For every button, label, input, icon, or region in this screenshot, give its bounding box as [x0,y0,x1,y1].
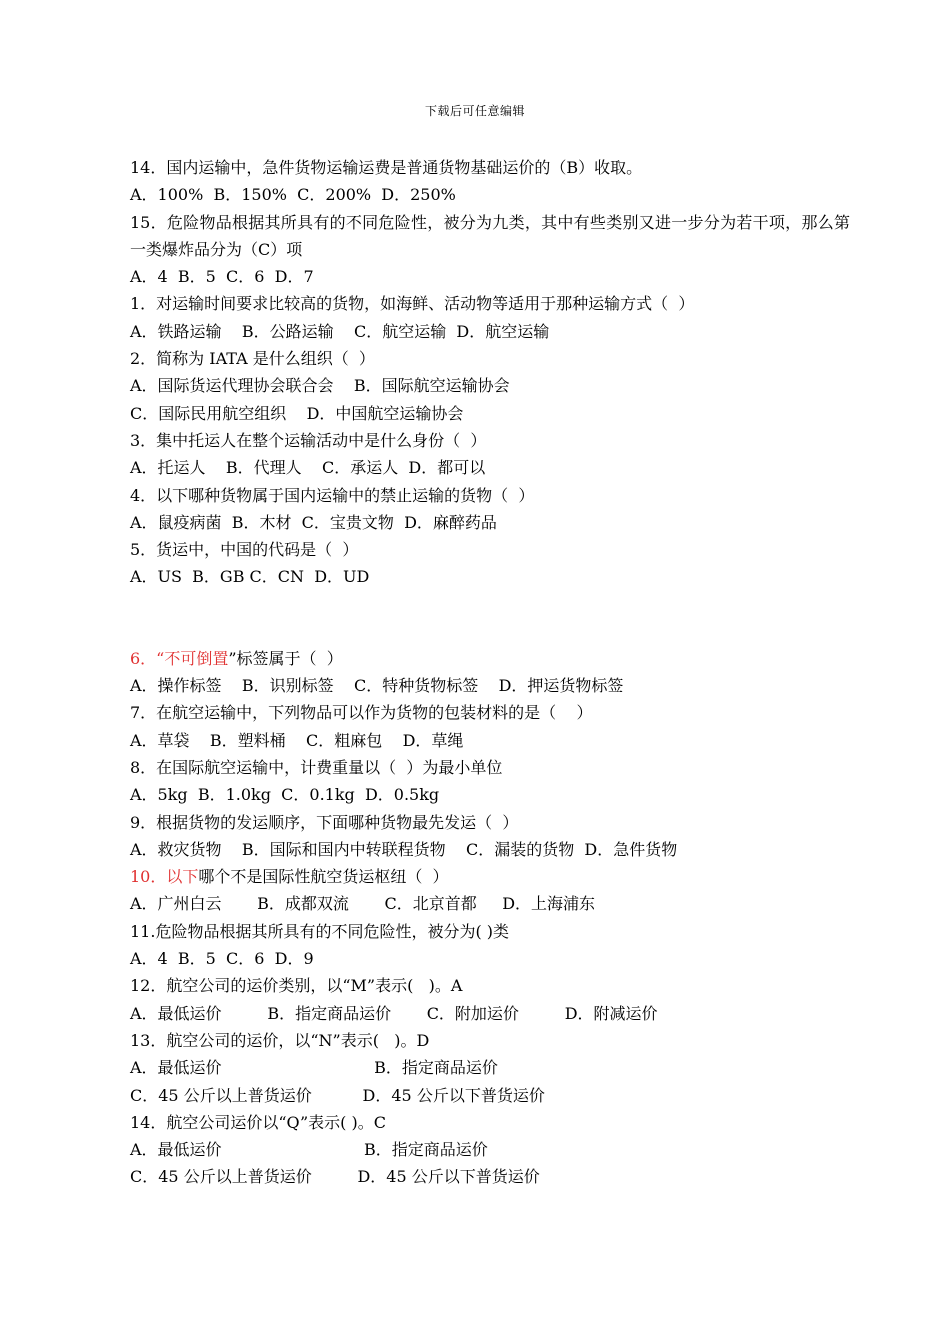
question-14-urgent-cargo: 14．国内运输中，急件货物运输运费是普通货物基础运价的（B）收取。 [130,158,643,177]
question-11-options: A．4 B．5 C．6 D．9 [130,949,314,969]
question-6-text: ”标签属于（ ） [228,648,343,668]
question-12: 12．航空公司的运价类别，以“M”表示( )。A [130,976,463,996]
question-6 [130,645,850,672]
question-4: 4．以下哪种货物属于国内运输中的禁止运输的货物（ ） [130,485,535,505]
question-2-options-cd: C．国际民用航空组织 D．中国航空运输协会 [130,403,464,423]
question-13-options-cd: C．45 公斤以上普货运价 D．45 公斤以下普货运价 [130,1085,545,1105]
question-5-options: A．US B．GB C．CN D．UD [130,567,370,587]
question-4-options: A．鼠疫病菌 B．木材 C．宝贵文物 D．麻醉药品 [130,512,497,532]
question-9: 9．根据货物的发运顺序，下面哪种货物最先发运（ ） [130,812,519,832]
question-14-q-rate: 14．航空公司运价以“Q”表示( )。C [130,1112,386,1132]
question-13: 13．航空公司的运价，以“N”表示( )。D [130,1030,430,1050]
page-header: 下载后可任意编辑 [424,104,525,118]
question-11: 11.危险物品根据其所具有的不同危险性，被分为( )类 [130,921,510,941]
question-13-options-ab: A．最低运价 B．指定商品运价 [130,1058,498,1078]
question-7-options: A．草袋 B．塑料桶 C．粗麻包 D．草绳 [130,730,464,750]
question-15-dangerous-goods: 15．危险物品根据其所具有的不同危险性，被分为九类，其中有些类别又进一步分为若干项，那么第一类爆炸品分为（C）项 [130,212,850,259]
question-7: 7．在航空运输中，下列物品可以作为货物的包装材料的是（ ） [130,703,593,723]
question-14-q-rate-options-cd: C．45 公斤以上普货运价 D．45 公斤以下普货运价 [130,1167,540,1187]
question-8-options: A．5kg B．1.0kg C．0.1kg D．0.5kg [130,785,440,805]
question-10 [130,863,850,890]
document-body [130,154,850,1191]
question-3-options: A．托运人 B．代理人 C．承运人 D．都可以 [130,458,486,478]
question-14-q-rate-options-ab: A．最低运价 B．指定商品运价 [130,1140,488,1160]
question-3: 3．集中托运人在整个运输活动中是什么身份（ ） [130,430,487,450]
question-8: 8．在国际航空运输中，计费重量以（ ）为最小单位 [130,757,503,777]
question-10-text: 哪个不是国际性航空货运枢纽（ ） [198,867,449,887]
question-1: 1．对运输时间要求比较高的货物，如海鲜、活动物等适用于那种运输方式（ ） [130,294,695,314]
question-14-options: A．100% B．150% C．200% D．250% [130,185,456,205]
question-12-options: A．最低运价 B．指定商品运价 C．附加运价 D．附减运价 [130,1003,658,1023]
question-10-highlight: 10．以下 [130,867,199,887]
question-2: 2．简称为 IATA 是什么组织（ ） [130,349,375,369]
blank-gap [130,591,850,645]
question-10-options: A．广州白云 B．成都双流 C．北京首都 D．上海浦东 [130,894,596,914]
question-5: 5．货运中，中国的代码是（ ） [130,540,359,560]
question-15-options: A．4 B．5 C．6 D．7 [130,267,314,287]
question-6-highlight: 6．“不可倒置 [130,648,229,668]
question-2-options-ab: A．国际货运代理协会联合会 B．国际航空运输协会 [130,376,510,396]
question-6-options: A．操作标签 B．识别标签 C．特种货物标签 D．押运货物标签 [130,676,624,696]
question-1-options: A．铁路运输 B．公路运输 C．航空运输 D．航空运输 [130,321,550,341]
question-9-options: A．救灾货物 B．国际和国内中转联程货物 C．漏装的货物 D．急件货物 [130,839,678,859]
